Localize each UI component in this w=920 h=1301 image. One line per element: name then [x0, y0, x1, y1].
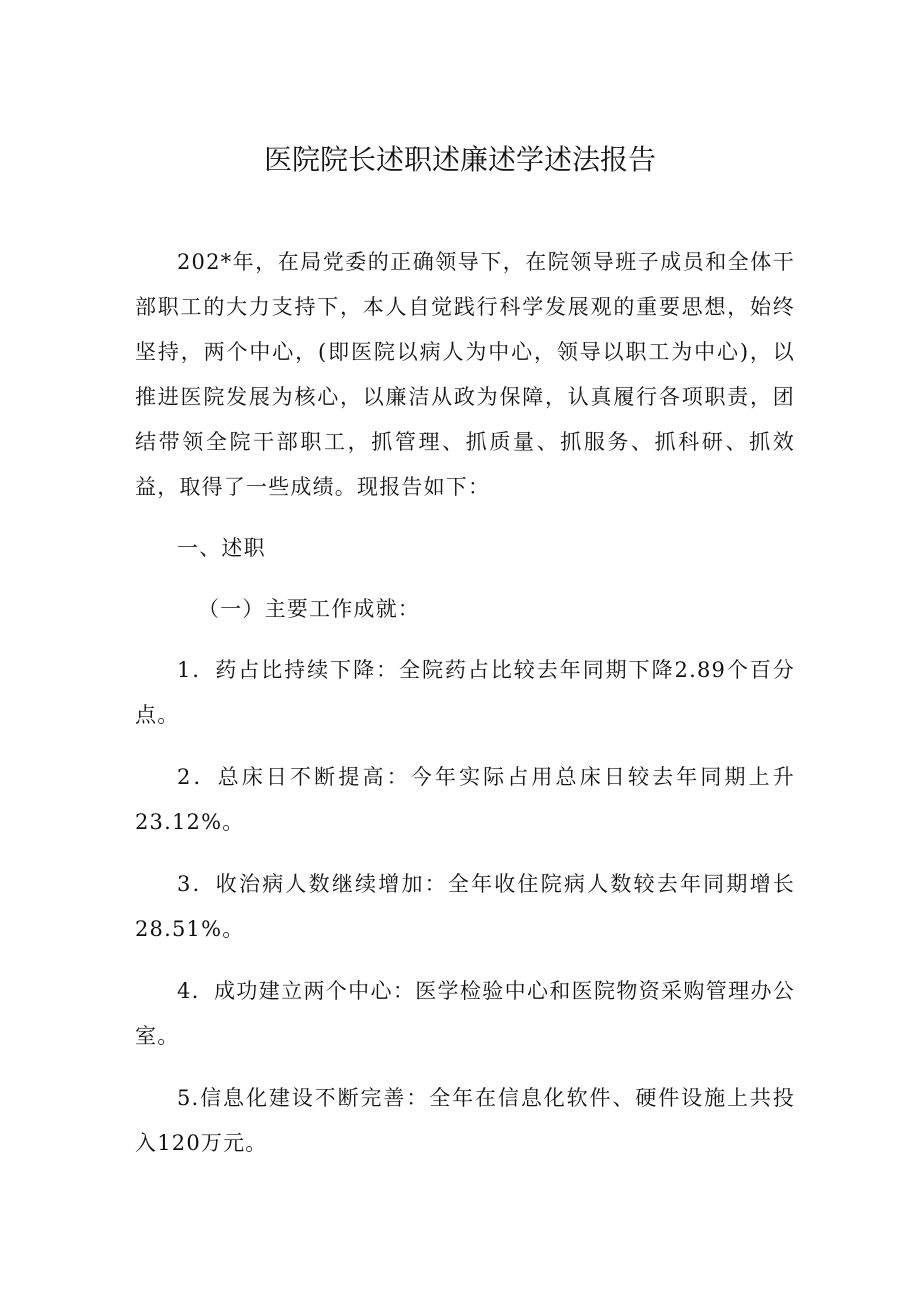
document-title: 医院院长述职述廉述学述法报告	[263, 143, 656, 176]
achievement-item-4: 4．成功建立两个中心：医学检验中心和医院物资采购管理办公室。	[135, 979, 795, 1048]
document-body	[135, 240, 795, 1183]
achievement-item-5: 5.信息化建设不断完善：全年在信息化软件、硬件设施上共投入120万元。	[135, 1086, 795, 1155]
subsection-heading-main-achievements: （一）主要工作成就：	[198, 597, 420, 621]
intro-paragraph: 202*年，在局党委的正确领导下，在院领导班子成员和全体干部职工的大力支持下，本人自觉践行科学发展观的重要思想，始终坚持，两个中心，(即医院以病人为中心，领导以职工为中心)，以推进医院发展为核心，以廉洁从政为保障，认真履行各项职责，团结带领全院干部职工，抓管理、抓质量、抓服务、抓科研、抓效益，取得了一些成绩。现报告如下：	[135, 250, 795, 499]
achievement-item-2: 2．总床日不断提高：今年实际占用总床日较去年同期上升23.12%。	[135, 765, 795, 834]
section-heading-duty-report: 一、述职	[177, 536, 266, 560]
achievement-item-1: 1．药占比持续下降：全院药占比较去年同期下降2.89个百分点。	[135, 658, 795, 727]
achievement-item-3: 3．收治病人数继续增加：全年收住院病人数较去年同期增长28.51%。	[135, 872, 795, 941]
